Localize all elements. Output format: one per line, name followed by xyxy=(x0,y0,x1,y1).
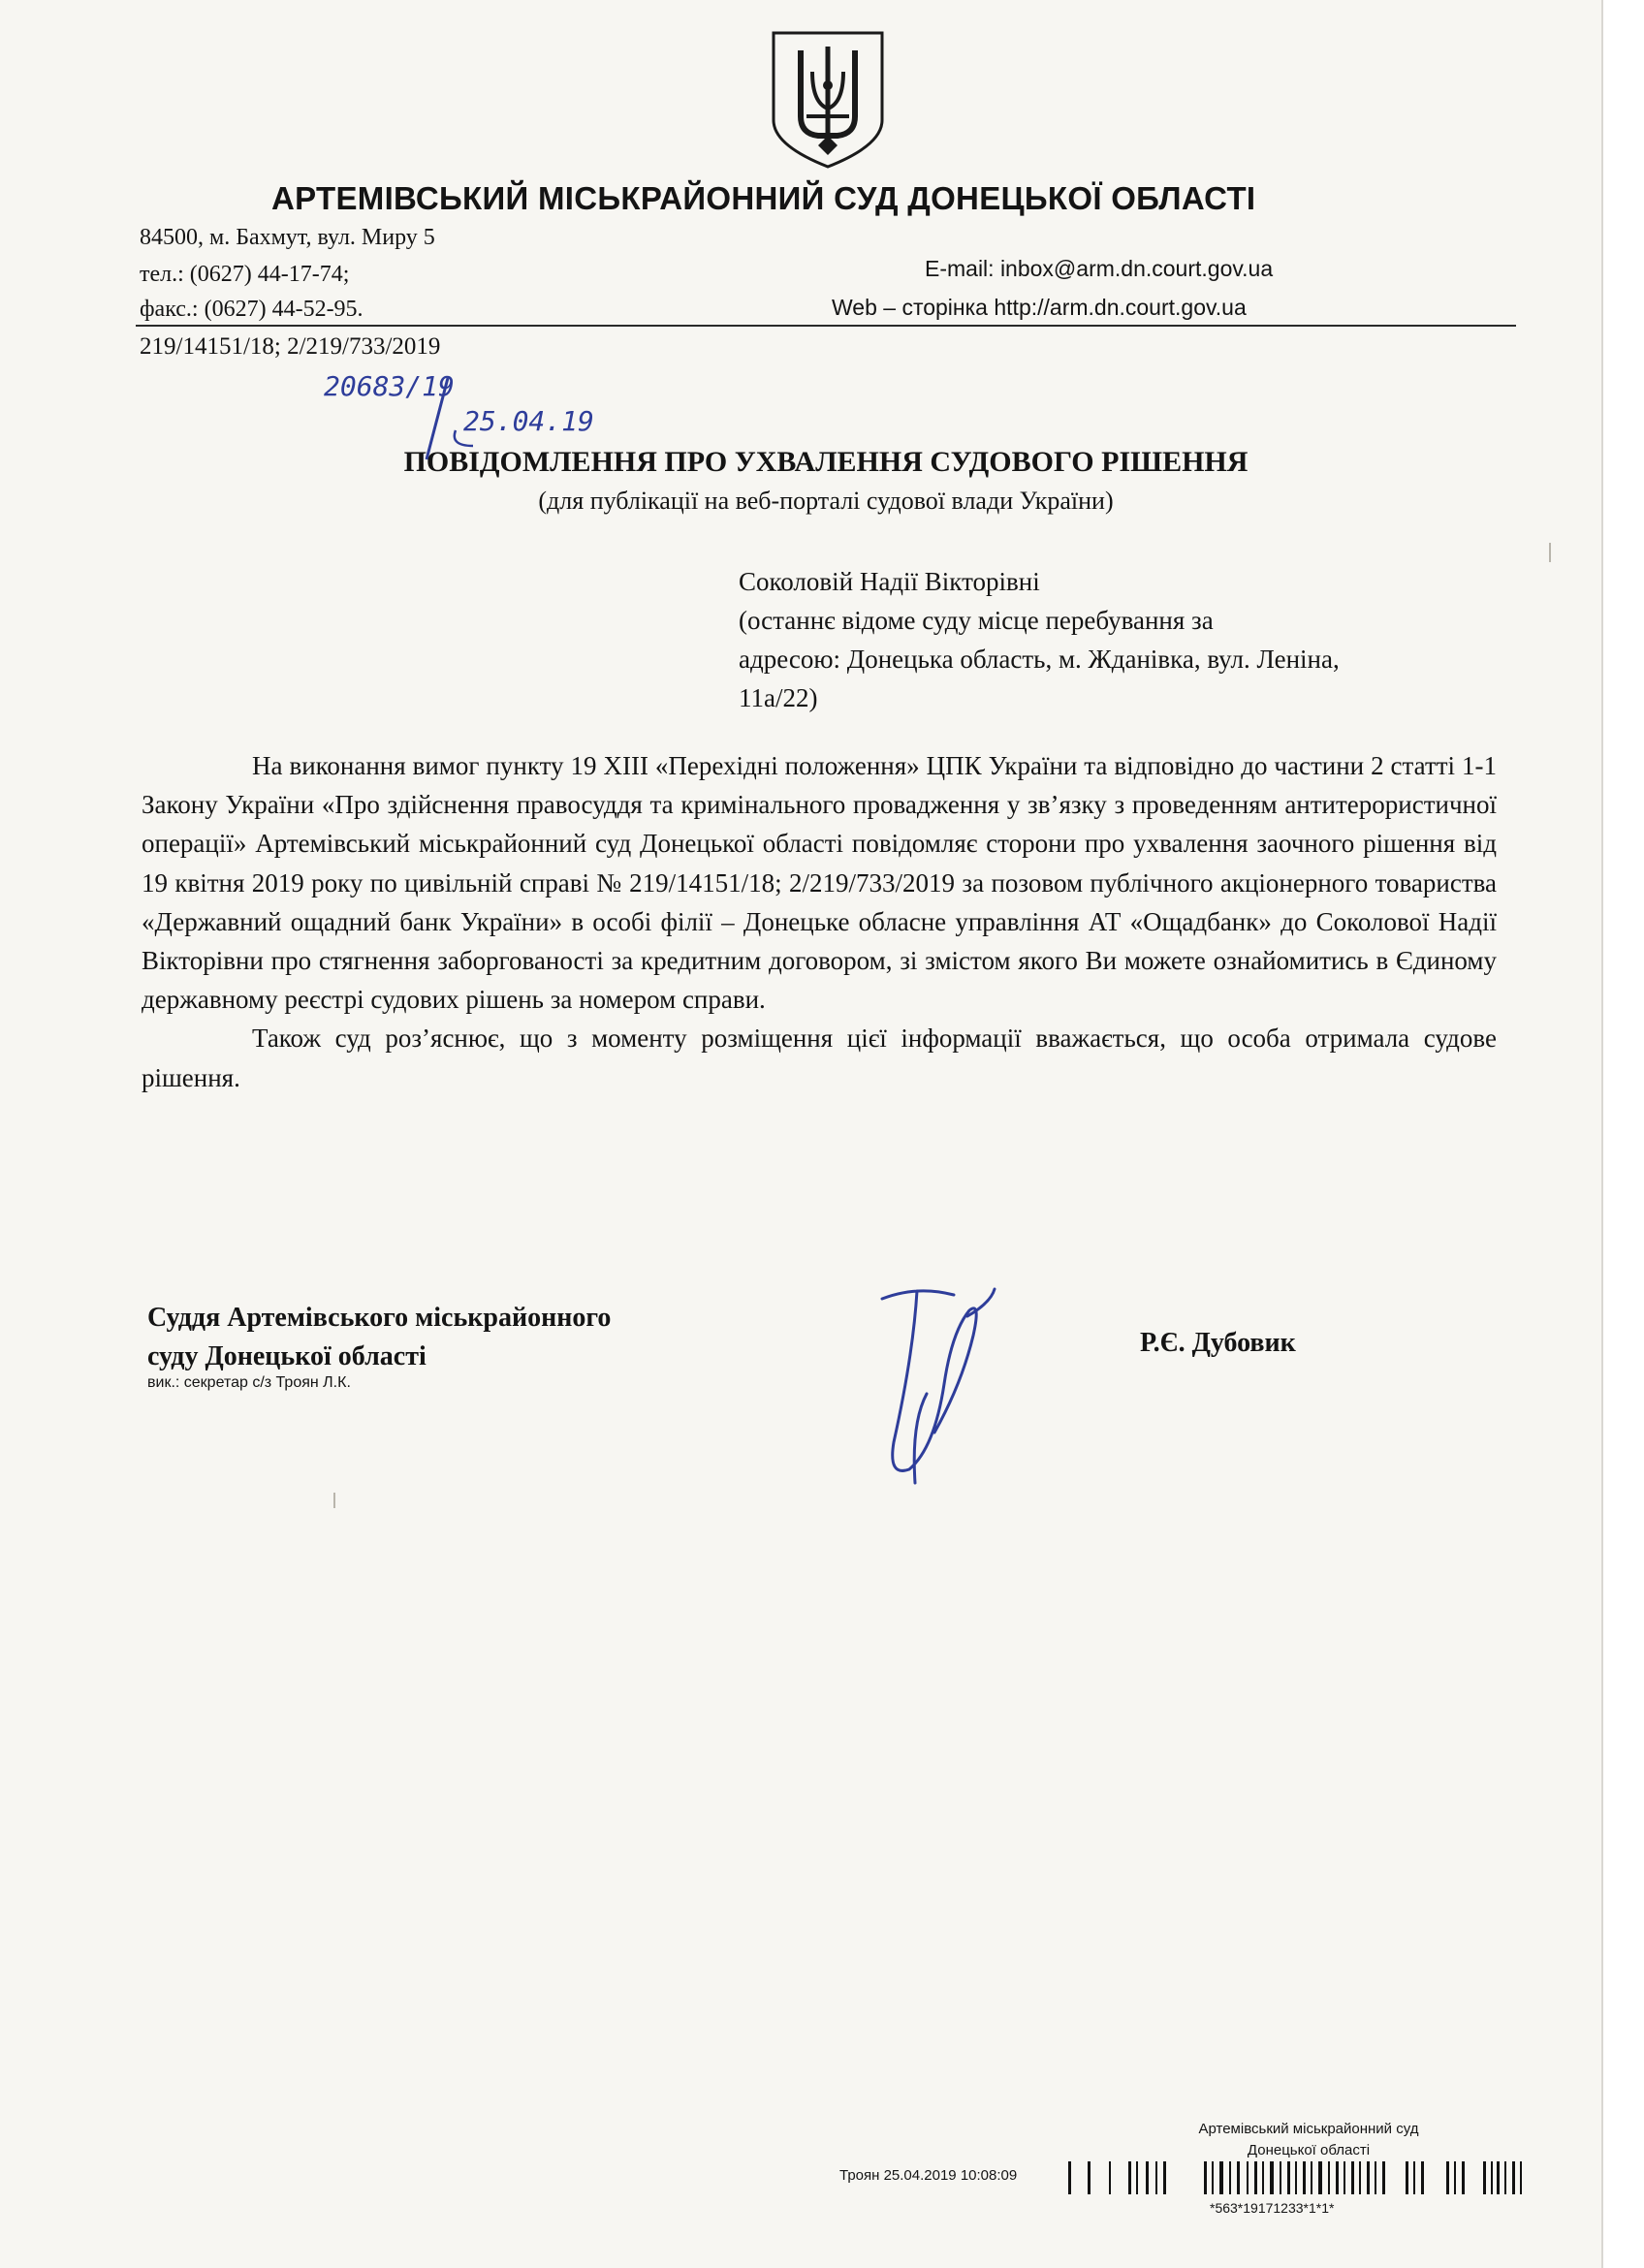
court-address: 84500, м. Бахмут, вул. Миру 5 xyxy=(140,225,435,250)
barcode-number: *563*19171233*1*1* xyxy=(1210,2200,1335,2216)
recipient-address-line: адресою: Донецька область, м. Жданівка, вул. Леніна, xyxy=(739,645,1340,674)
judge-name: Р.Є. Дубовик xyxy=(1140,1328,1296,1358)
header-divider xyxy=(136,325,1516,327)
court-email: E-mail: inbox@arm.dn.court.gov.ua xyxy=(925,256,1274,281)
judge-position-line: Суддя Артемівського міськрайонного xyxy=(147,1303,612,1333)
handwritten-signature xyxy=(872,1277,1008,1493)
recipient-address-line: 11а/22) xyxy=(739,683,818,712)
scan-speck xyxy=(1549,543,1551,562)
executor-note: вик.: секретар с/з Троян Л.К. xyxy=(147,1374,351,1391)
notice-body xyxy=(142,746,1497,1097)
stamp-court-line: Артемівський міськрайонний суд xyxy=(1198,2121,1419,2137)
recipient-name: Соколовій Надії Вікторівні xyxy=(739,567,1040,596)
registration-stamp-court xyxy=(1163,2119,1454,2161)
court-website: Web – сторінка http://arm.dn.court.gov.ua xyxy=(832,295,1247,320)
case-number: 219/14151/18; 2/219/733/2019 xyxy=(140,333,441,360)
court-name: АРТЕМІВСЬКИЙ МІСЬКРАЙОННИЙ СУД ДОНЕЦЬКОЇ ОБЛАСТІ xyxy=(271,180,1256,216)
court-phone: тел.: (0627) 44-17-74; xyxy=(140,262,350,287)
court-fax: факс.: (0627) 44-52-95. xyxy=(140,297,364,322)
registration-number: 20683/19 xyxy=(324,370,455,402)
notice-title: ПОВІДОМЛЕННЯ ПРО УХВАЛЕННЯ СУДОВОГО РІШЕННЯ xyxy=(403,446,1249,478)
body-paragraph: Також суд роз’яснює, що з моменту розміщення цієї інформації вважається, що особа отримала судове рішення. xyxy=(142,1024,1497,1092)
judge-position xyxy=(147,1299,611,1376)
coat-of-arms-icon xyxy=(768,27,888,171)
recipient-block xyxy=(739,562,1533,717)
judge-position-line: суду Донецької області xyxy=(147,1341,427,1371)
scan-speck xyxy=(333,1493,335,1508)
barcode xyxy=(1066,2159,1533,2198)
body-paragraph: На виконання вимог пункту 19 ХІІІ «Перехідні положення» ЦПК України та відповідно до частини 2 статті 1-1 Закону України «Про здійснення правосуддя та кримінального провадження у зв’язку з проведенням антитерористичної операції» Артемівський міськрайонний суд Донецької області повідомляє сторони про ухвалення заочного рішення від 19 квітня 2019 року по цивільній справі № 219/14151/18; 2/219/733/2019 за позовом публічного акціонерного товариства «Державний ощадний банк України» в особі філії – Донецьке обласне управління АТ «Ощадбанк» до Соколової Надії Вікторівни про стягнення заборгованості за кредитним договором, зі змістом якого Ви можете ознайомитись в Єдиному державному реєстрі судових рішень за номером справи. xyxy=(142,751,1497,1015)
registration-date: 25.04.19 xyxy=(463,405,594,437)
notice-subtitle: (для публікації на веб-порталі судової влади України) xyxy=(538,487,1114,515)
registration-timestamp: Троян 25.04.2019 10:08:09 xyxy=(839,2167,1018,2184)
recipient-address-line: (останнє відоме суду місце перебування за xyxy=(739,606,1214,635)
scan-margin xyxy=(1601,0,1644,2268)
stamp-court-line: Донецької області xyxy=(1247,2142,1371,2158)
